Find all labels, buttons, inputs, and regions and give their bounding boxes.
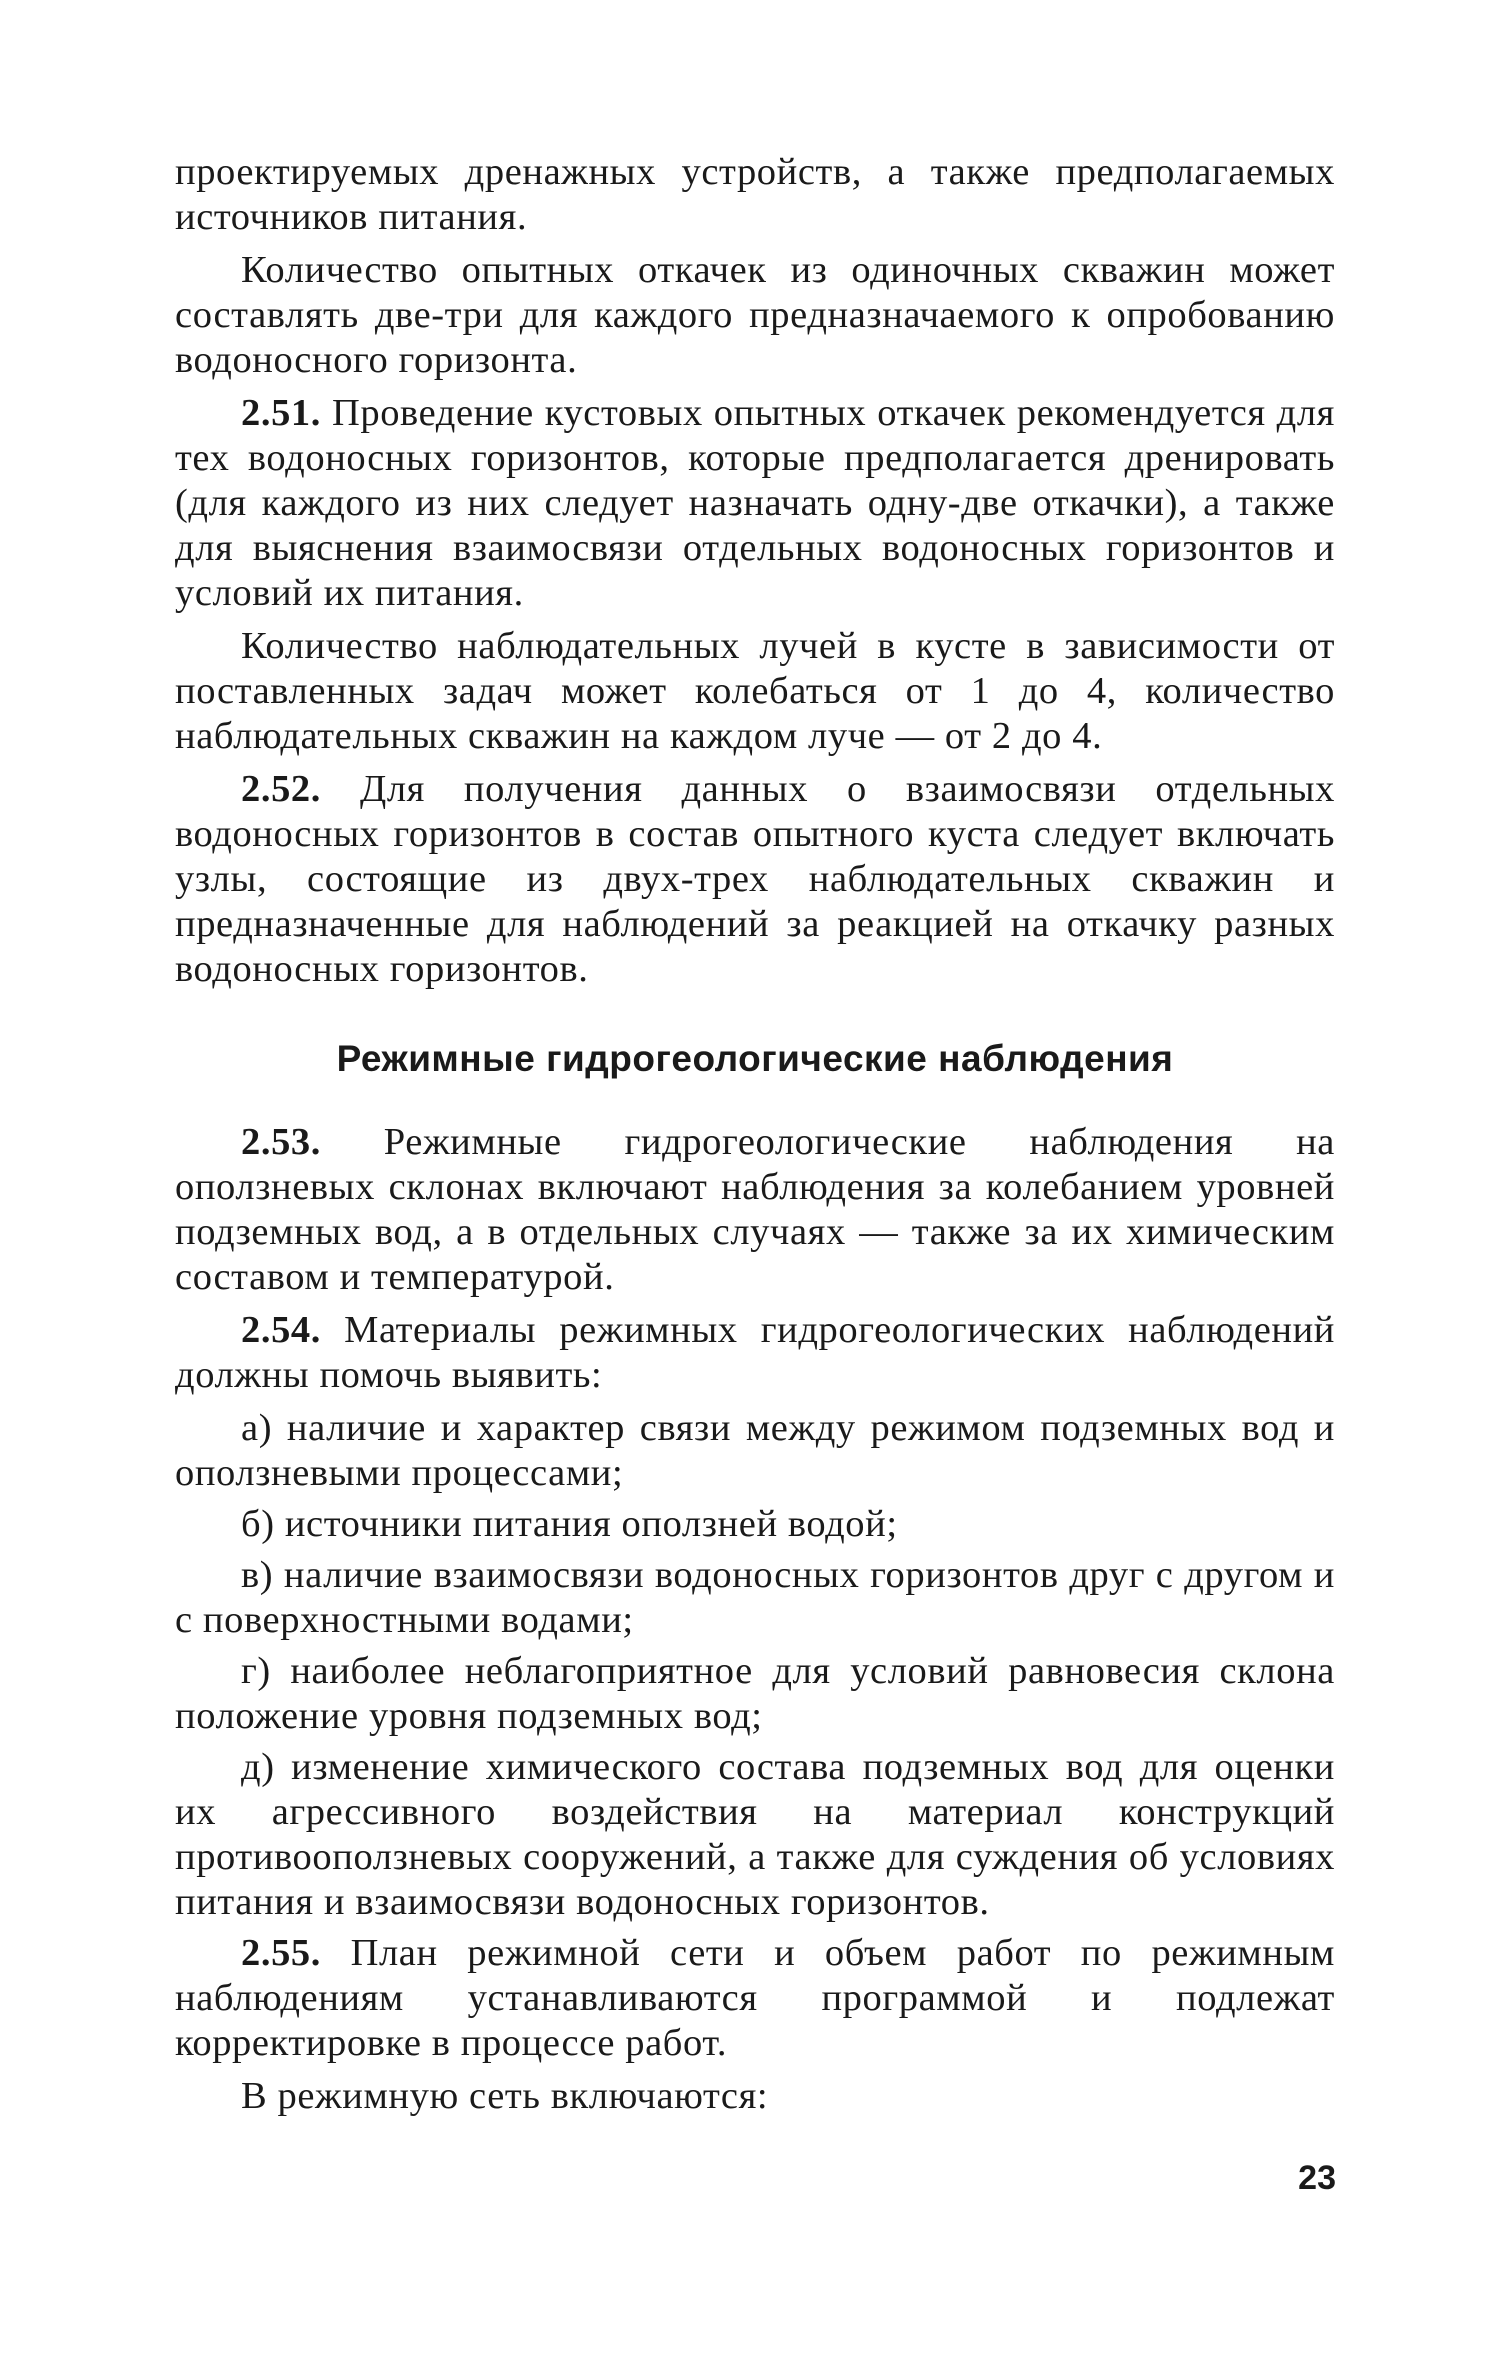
paragraph: Количество опытных откачек из одиночных скважин может составлять две-три для каждого предназначаемого к опробованию водоносного горизонта. bbox=[175, 249, 1335, 381]
clause-number: 2.55. bbox=[241, 1932, 321, 1974]
page-number: 23 bbox=[1298, 2159, 1336, 2197]
list-item: а) наличие и характер связи между режимом подземных вод и оползневыми процессами; bbox=[175, 1407, 1335, 1494]
paragraph: В режимную сеть включаются: bbox=[241, 2075, 769, 2117]
paragraph-2-53: 2.53. Режимные гидрогеологические наблюдения на оползневых склонах включают наблюдения за колебанием уровней подземных вод, а в отдельных случаях — также за их химическим составом и температурой. bbox=[175, 1121, 1335, 1298]
paragraph-continuation: проектируемых дренажных устройств, а также предполагаемых источников питания. bbox=[175, 151, 1335, 238]
paragraph: Количество наблюдательных лучей в кусте в зависимости от поставленных задач может колебаться от 1 до 4, количество наблюдательных скважин на каждом луче — от 2 до 4. bbox=[175, 625, 1335, 757]
paragraph-2-54: 2.54. Материалы режимных гидрогеологических наблюдений должны помочь выявить: bbox=[175, 1309, 1335, 1396]
section-heading: Режимные гидрогеологические наблюдения bbox=[336, 1038, 1174, 1079]
clause-number: 2.54. bbox=[241, 1309, 321, 1351]
list-item: д) изменение химического состава подземных вод для оценки их агрессивного воздействия на материал конструкций противооползневых сооружений, а также для суждения об условиях питания и взаимосвязи водоносных горизонтов. bbox=[175, 1746, 1335, 1923]
list-item: б) источники питания оползней водой; bbox=[241, 1503, 898, 1545]
paragraph-2-51: 2.51. Проведение кустовых опытных откачек рекомендуется для тех водоносных горизонтов, которые предполагается дренировать (для каждого из них следует назначать одну-две откачки), а также для выяснения взаимосвязи отдельных водоносных горизонтов и условий их питания. bbox=[175, 392, 1335, 614]
clause-number: 2.53. bbox=[241, 1121, 321, 1163]
clause-number: 2.52. bbox=[241, 768, 321, 810]
clause-number: 2.51. bbox=[241, 392, 321, 434]
list-item: г) наиболее неблагоприятное для условий равновесия склона положение уровня подземных вод; bbox=[175, 1650, 1335, 1737]
list-item: в) наличие взаимосвязи водоносных горизонтов друг с другом и с поверхностными водами; bbox=[175, 1554, 1335, 1641]
paragraph-2-52: 2.52. Для получения данных о взаимосвязи отдельных водоносных горизонтов в состав опытного куста следует включать узлы, состоящие из двух-трех наблюдательных скважин и предназначенные для наблюдений за реакцией на откачку разных водоносных горизонтов. bbox=[175, 768, 1335, 990]
paragraph-2-55: 2.55. План режимной сети и объем работ по режимным наблюдениям устанавливаются программой и подлежат корректировке в процессе работ. bbox=[175, 1932, 1335, 2064]
page-content bbox=[175, 150, 1335, 2127]
